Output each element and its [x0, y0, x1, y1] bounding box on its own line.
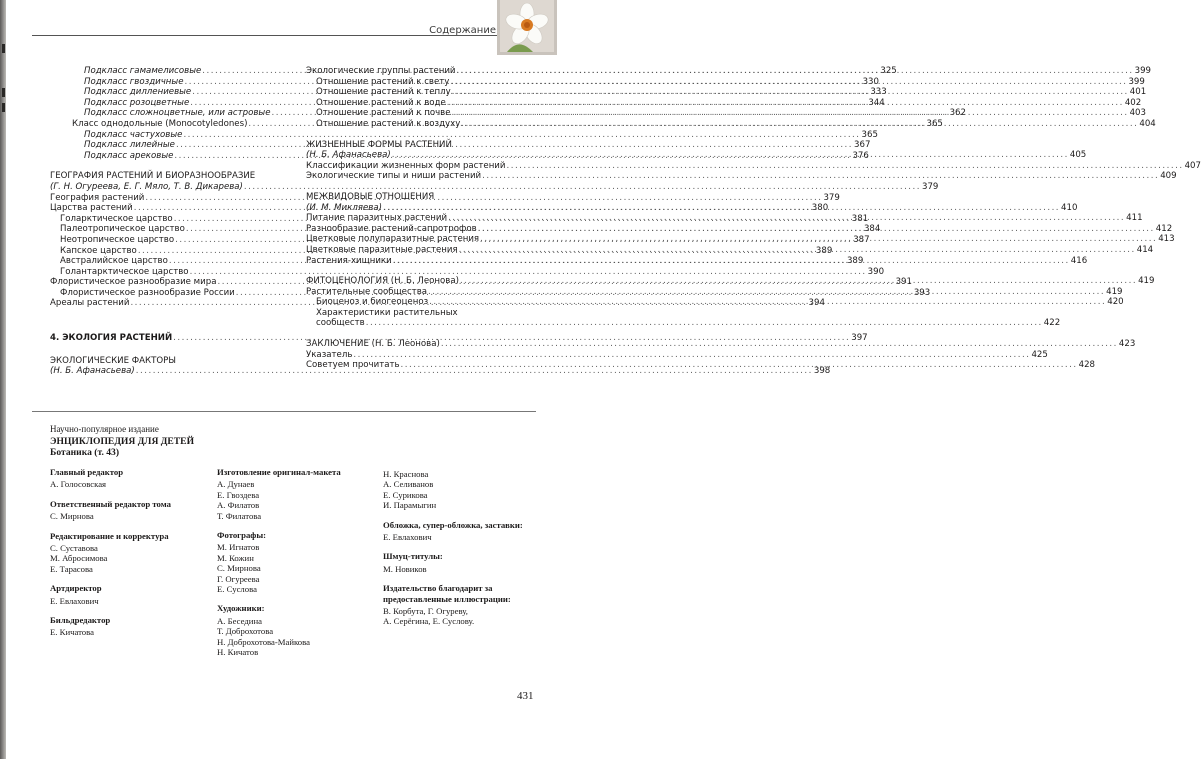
toc-entry-label: Отношение растений к воздуху: [316, 118, 461, 129]
page-number: 431: [517, 690, 534, 702]
toc-entry-label: Царства растений: [50, 203, 133, 214]
toc-entry-label: Австралийское царство: [60, 256, 168, 267]
toc-spacer: [50, 344, 284, 356]
toc-entry-label: Разнообразие растений-сапротрофов: [306, 223, 477, 234]
credit-name: А. Дунаев: [217, 479, 255, 490]
toc-leader-dots: [460, 276, 1137, 287]
toc-leader-dots: [441, 339, 1118, 350]
toc-leader-dots: [506, 161, 1183, 172]
toc-entry-label: Классификации жизненных форм растений: [306, 160, 506, 171]
gutter-mark: [2, 103, 5, 112]
credit-name: Е. Евлахович: [50, 595, 99, 606]
gutter-mark: [2, 88, 5, 97]
toc-entry-label: (Г. Н. Огуреева, Е. Г. Мяло, Т. В. Дикарева): [50, 181, 243, 192]
toc-entry-label: Капское царство: [60, 245, 137, 256]
toc-leader-dots: [401, 360, 1078, 371]
credit-name: М. Новиков: [383, 563, 427, 574]
toc-entry-page: 362: [949, 108, 966, 119]
toc-leader-dots: [366, 318, 1043, 329]
toc-entry-page: 399: [1128, 76, 1145, 87]
credit-heading: Издательство благодарит за предоставленные иллюстрации:: [383, 583, 511, 604]
toc-spacer: [50, 321, 284, 333]
toc-entry-page: 411: [1126, 213, 1143, 224]
toc-entry-label: Растения-хищники: [306, 255, 392, 266]
credit-heading: Главный редактор: [50, 467, 124, 477]
credit-name: С. Мирнова: [217, 563, 261, 574]
credit-name: Е. Евлахович: [383, 532, 432, 543]
toc-entry-label: Отношение растений к свету: [316, 76, 450, 87]
toc-entry-page: 391: [895, 277, 912, 288]
toc-entry[interactable]: [306, 171, 1177, 182]
toc-entry[interactable]: [306, 349, 1048, 361]
toc-entry-label: Экологические группы растений: [306, 66, 456, 76]
credit-name: М. Абросимова: [50, 553, 108, 564]
credit-name: Н. Краснова: [383, 469, 429, 479]
toc-entry-label: Отношение растений к воде: [316, 97, 446, 108]
toc-entry-page: 389: [846, 256, 864, 267]
toc-entry-label: Цветковые паразитные растения: [306, 244, 458, 255]
toc-entry-page: 325: [880, 66, 897, 76]
toc-leader-dots: [452, 87, 1129, 98]
toc-spacer: [306, 329, 532, 339]
toc-leader-dots: [459, 245, 1136, 256]
credit-name: А. Селиванов: [383, 479, 434, 490]
toc-entry-page: 397: [851, 333, 868, 344]
toc-entry-label: Подкласс сложноцветные, или астровые: [84, 108, 271, 119]
toc-entry-label: Подкласс частуховые: [84, 129, 183, 140]
toc-entry-label: (И. М. Микляева): [306, 202, 382, 213]
credit-name: Е. Тарасова: [50, 563, 93, 574]
toc-entry-page: 412: [1155, 223, 1173, 234]
toc-leader-dots: [480, 234, 1157, 245]
toc-leader-dots: [452, 108, 1129, 119]
imprint-column-1: [50, 467, 200, 638]
toc-entry-page: 428: [1078, 360, 1096, 371]
toc-entry-label: Отношение растений к почве: [316, 108, 451, 119]
toc-entry-label: Неотропическое царство: [60, 234, 175, 245]
toc-leader-dots: [450, 77, 1127, 88]
gutter-mark: [2, 44, 5, 53]
toc-entry-page: 389: [815, 245, 833, 256]
toc-leader-dots: [447, 98, 1124, 109]
toc-entry-label: Советуем прочитать: [306, 360, 400, 371]
toc-leader-dots: [457, 66, 1134, 77]
toc-entry-page: 414: [1136, 244, 1154, 255]
toc-entry-page: 403: [1129, 108, 1146, 119]
toc-heading: МЕЖВИДОВЫЕ ОТНОШЕНИЯ: [306, 191, 435, 202]
credit-name: Е. Суслова: [217, 584, 257, 595]
toc-leader-dots: [383, 203, 1060, 214]
toc-entry-label: Флористическое разнообразие мира: [50, 277, 217, 288]
toc-entry-label: Подкласс арековые: [84, 150, 174, 161]
toc-entry-label: Экологические типы и ниши растений: [306, 171, 482, 182]
toc-spacer: [306, 182, 532, 192]
toc-entry-page: 387: [853, 234, 870, 245]
toc-entry-page: 379: [823, 192, 840, 203]
imprint-column-2: [217, 467, 375, 658]
toc-leader-dots: [429, 297, 1106, 308]
toc-entry-page: 399: [1134, 66, 1152, 76]
toc-spacer: [306, 266, 532, 276]
toc-entry-label: География растений: [50, 192, 145, 203]
toc-entry-page: 401: [1129, 87, 1147, 98]
credit-name: В. Корбута, Г. Огуреву,: [383, 606, 468, 617]
toc-entry-page: 390: [867, 266, 885, 277]
toc-entry-page: 422: [1043, 318, 1061, 329]
toc-entry-page: 384: [863, 224, 881, 235]
toc-entry-page: 425: [1031, 349, 1048, 360]
toc-entry[interactable]: [50, 266, 885, 278]
toc-entry-page: 376: [852, 150, 869, 161]
toc-heading: ГЕОГРАФИЯ РАСТЕНИЙ И БИОРАЗНООБРАЗИЕ: [50, 171, 256, 182]
credit-name: Н. Доброхотова-Майкова: [217, 636, 310, 647]
toc-entry[interactable]: [306, 318, 1061, 329]
toc-leader-dots: [392, 150, 1069, 161]
toc-entry-label: Подкласс гамамелисовые: [84, 66, 202, 76]
toc-leader-dots: [393, 256, 1070, 267]
credit-name: А. Голосовская: [50, 479, 107, 490]
flower-icon: [497, 0, 557, 55]
toc-entry-page: 409: [1160, 171, 1177, 182]
toc-entry-page: 367: [854, 140, 871, 151]
toc-entry-page: 398: [813, 366, 831, 377]
toc-entry[interactable]: [50, 333, 868, 344]
toc-entry-label: Ареалы растений: [50, 298, 130, 309]
toc-entry-page: 423: [1118, 339, 1136, 350]
credit-name: Е. Кичатова: [50, 627, 94, 638]
toc-entry-label: Отношение растений к теплу: [316, 87, 451, 98]
toc-leader-dots: [482, 171, 1159, 182]
credit-heading: Шмуц-титулы:: [383, 551, 443, 562]
credit-name: С. Суставова: [50, 543, 98, 554]
credit-name: Н. Кичатов: [217, 647, 259, 658]
toc-entry-page: 416: [1070, 255, 1088, 266]
toc-entry-page: 365: [926, 118, 943, 129]
toc-entry-label: (Н. Б. Афанасьева): [306, 150, 391, 161]
toc-entry-label: Подкласс гвоздичные: [84, 76, 184, 87]
toc-entry-page: 419: [1138, 276, 1155, 287]
toc-entry-page: 393: [913, 287, 931, 298]
credit-name: Т. Филатова: [217, 510, 262, 521]
toc-heading: Характеристики растительных: [316, 307, 458, 318]
toc-entry-label: Растительные сообщества: [306, 286, 428, 297]
toc-spacer: [50, 309, 284, 321]
toc-entry-label: ЗАКЛЮЧЕНИЕ (Н. Б. Леонова): [306, 339, 440, 350]
publication-title: [50, 436, 194, 458]
credit-name: И. Парамыгин: [383, 500, 437, 511]
toc-entry-label: 4. ЭКОЛОГИЯ РАСТЕНИЙ: [50, 333, 173, 344]
toc-entry-label: Биоценоз и биогеоценоз: [316, 297, 429, 308]
credit-name: Г. Огуреева: [217, 573, 260, 584]
toc-entry-label: Подкласс лилейные: [84, 140, 175, 151]
toc-leader-dots: [461, 119, 1138, 130]
toc-entry-label: Голантарктическое царство: [60, 266, 189, 277]
header-rule: [32, 35, 497, 36]
credit-name: С. Мирнова: [50, 511, 94, 522]
credit-name: Е. Сурикова: [383, 489, 428, 500]
title-line: Ботаника (т. 43): [50, 447, 120, 458]
toc-entry-label: (Н. Б. Афанасьева): [50, 366, 135, 377]
toc-entry-page: 410: [1061, 202, 1078, 213]
title-line: ЭНЦИКЛОПЕДИЯ ДЛЯ ДЕТЕЙ: [50, 436, 195, 447]
toc-entry[interactable]: [306, 360, 1096, 371]
toc-heading: ЭКОЛОГИЧЕСКИЕ ФАКТОРЫ: [50, 355, 176, 366]
toc-entry-page: 330: [862, 76, 879, 87]
toc-entry-label: Палеотропическое царство: [60, 224, 185, 235]
toc-entry-page: 381: [851, 213, 869, 224]
credit-name: М. Кожин: [217, 552, 254, 563]
credit-name: М. Игнатов: [217, 542, 260, 553]
credit-heading: Редактирование и корректура: [50, 530, 169, 541]
toc-entry-page: 333: [870, 87, 887, 98]
toc-entry-label: Подкласс розоцветные: [84, 97, 190, 108]
toc-entry-page: 394: [808, 298, 825, 309]
toc-entry-page: 365: [861, 129, 878, 140]
toc-entry[interactable]: [306, 339, 1136, 350]
toc-leader-dots: [448, 213, 1125, 224]
toc-entry-page: 413: [1158, 234, 1175, 245]
credit-heading: Бильдредактор: [50, 615, 111, 626]
toc-entry-page: 402: [1124, 97, 1142, 108]
toc-entry-label: Подкласс диллениевые: [84, 87, 192, 98]
toc-entry-page: 419: [1106, 286, 1123, 297]
toc-entry[interactable]: [50, 366, 831, 377]
page-title: Содержание: [429, 25, 496, 36]
publication-type: Научно-популярное издание: [50, 424, 159, 434]
credit-heading: Художники:: [217, 603, 265, 614]
toc-entry[interactable]: [306, 160, 1201, 172]
toc-spacer: [306, 130, 532, 140]
credit-heading: Фотографы:: [217, 530, 266, 541]
toc-entry-page: 404: [1139, 118, 1156, 129]
toc-entry-page: 380: [811, 203, 829, 214]
toc-heading: ЖИЗНЕННЫЕ ФОРМЫ РАСТЕНИЙ: [306, 139, 452, 150]
toc-leader-dots: [478, 224, 1155, 235]
toc-spacer: [50, 161, 284, 171]
credit-name: Т. Доброхотова: [217, 626, 274, 637]
toc-entry[interactable]: [50, 181, 939, 193]
toc-entry-label: Голарктическое царство: [60, 213, 173, 224]
toc-entry-label: Класс однодольные (Monocotyledones): [72, 118, 248, 129]
credit-name: А. Филатов: [217, 500, 260, 511]
toc-entry-label: Флористическое разнообразие России: [60, 287, 235, 298]
toc-entry-label: Цветковые полупаразитные растения: [306, 234, 480, 245]
toc-entry-page: 407: [1184, 160, 1201, 171]
toc-entry-page: 405: [1069, 150, 1087, 161]
toc-entry-label: Указатель: [306, 349, 353, 360]
section-divider: [32, 411, 536, 412]
credit-name: Е. Гвоздева: [217, 489, 260, 500]
credit-name: А. Серёгина, Е. Суслову.: [383, 616, 475, 627]
toc-entry[interactable]: [50, 129, 878, 141]
toc-entry-page: 420: [1107, 297, 1124, 308]
toc-leader-dots: [428, 287, 1105, 298]
credit-heading: Ответственный редактор тома: [50, 498, 171, 509]
toc-entry-label: ФИТОЦЕНОЛОГИЯ (Н. Б. Леонова): [306, 276, 459, 287]
toc-entry-label: Питание паразитных растений: [306, 213, 448, 224]
credit-name: А. Беседина: [217, 615, 262, 626]
toc-entry-page: 344: [868, 97, 885, 108]
credit-heading: Изготовление оригинал-макета: [217, 467, 341, 477]
toc-leader-dots: [353, 350, 1030, 361]
credit-heading: Артдиректор: [50, 583, 102, 594]
toc-entry-page: 379: [922, 181, 939, 192]
toc-entry-label: сообществ: [316, 318, 365, 329]
binding-gutter: [0, 0, 6, 759]
imprint-column-3: [383, 467, 533, 627]
credit-heading: Обложка, супер-обложка, заставки:: [383, 519, 523, 530]
